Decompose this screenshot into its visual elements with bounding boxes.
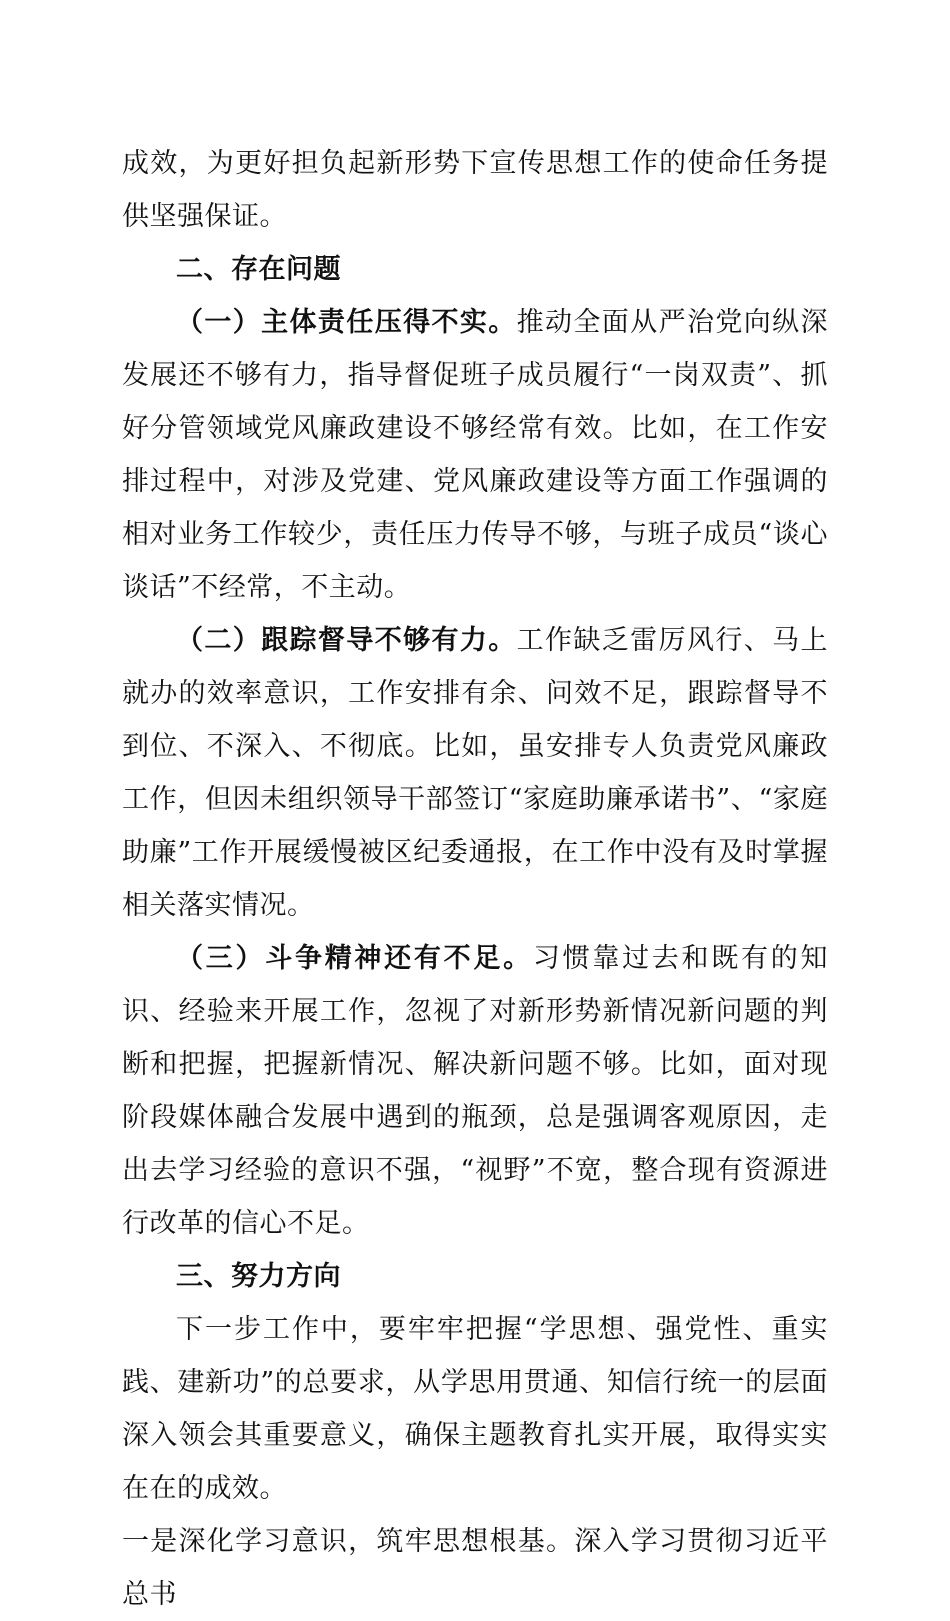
paragraph-lead: （二）跟踪督导不够有力。	[176, 625, 517, 656]
paragraph-direction-intro	[122, 1303, 828, 1515]
heading-text: 三、努力方向	[176, 1261, 341, 1292]
paragraph-problem-2	[122, 614, 828, 932]
section-heading-problems	[122, 243, 828, 296]
paragraph-text: 推动全面从严治党向纵深发展还不够有力，指导督促班子成员履行“一岗双责”、抓好分管领域党风廉政建设不够经常有效。比如，在工作安排过程中，对涉及党建、党风廉政建设等方面工作强调的相对业务工作较少，责任压力传导不够，与班子成员“谈心谈话”不经常，不主动。	[122, 307, 829, 603]
paragraph-intro-continuation	[122, 137, 828, 243]
paragraph-problem-3	[122, 932, 828, 1250]
paragraph-lead: （一）主体责任压得不实。	[176, 307, 517, 338]
paragraph-lead: （三）斗争精神还有不足。	[176, 943, 533, 974]
paragraph-text: 下一步工作中，要牢牢把握“学思想、强党性、重实践、建新功”的总要求，从学思用贯通、知信行统一的层面深入领会其重要意义，确保主题教育扎实开展，取得实实在在的成效。	[122, 1314, 828, 1504]
paragraph-text: 习惯靠过去和既有的知识、经验来开展工作，忽视了对新形势新情况新问题的判断和把握，把握新情况、解决新问题不够。比如，面对现阶段媒体融合发展中遇到的瓶颈，总是强调客观原因，走出去学习经验的意识不强，“视野”不宽，整合现有资源进行改革的信心不足。	[122, 943, 829, 1239]
document-page	[122, 137, 828, 1621]
paragraph-text: 一是深化学习意识，筑牢思想根基。深入学习贯彻习近平总书	[122, 1526, 828, 1610]
paragraph-text: 成效，为更好担负起新形势下宣传思想工作的使命任务提供坚强保证。	[122, 148, 828, 232]
paragraph-text: 工作缺乏雷厉风行、马上就办的效率意识，工作安排有余、问效不足，跟踪督导不到位、不深入、不彻底。比如，虽安排专人负责党风廉政工作，但因未组织领导干部签订“家庭助廉承诺书”、“家庭助廉”工作开展缓慢被区纪委通报，在工作中没有及时掌握相关落实情况。	[122, 625, 829, 921]
section-heading-direction	[122, 1250, 828, 1303]
paragraph-direction-item-1	[122, 1515, 828, 1621]
paragraph-problem-1	[122, 296, 828, 614]
heading-text: 二、存在问题	[176, 254, 341, 285]
